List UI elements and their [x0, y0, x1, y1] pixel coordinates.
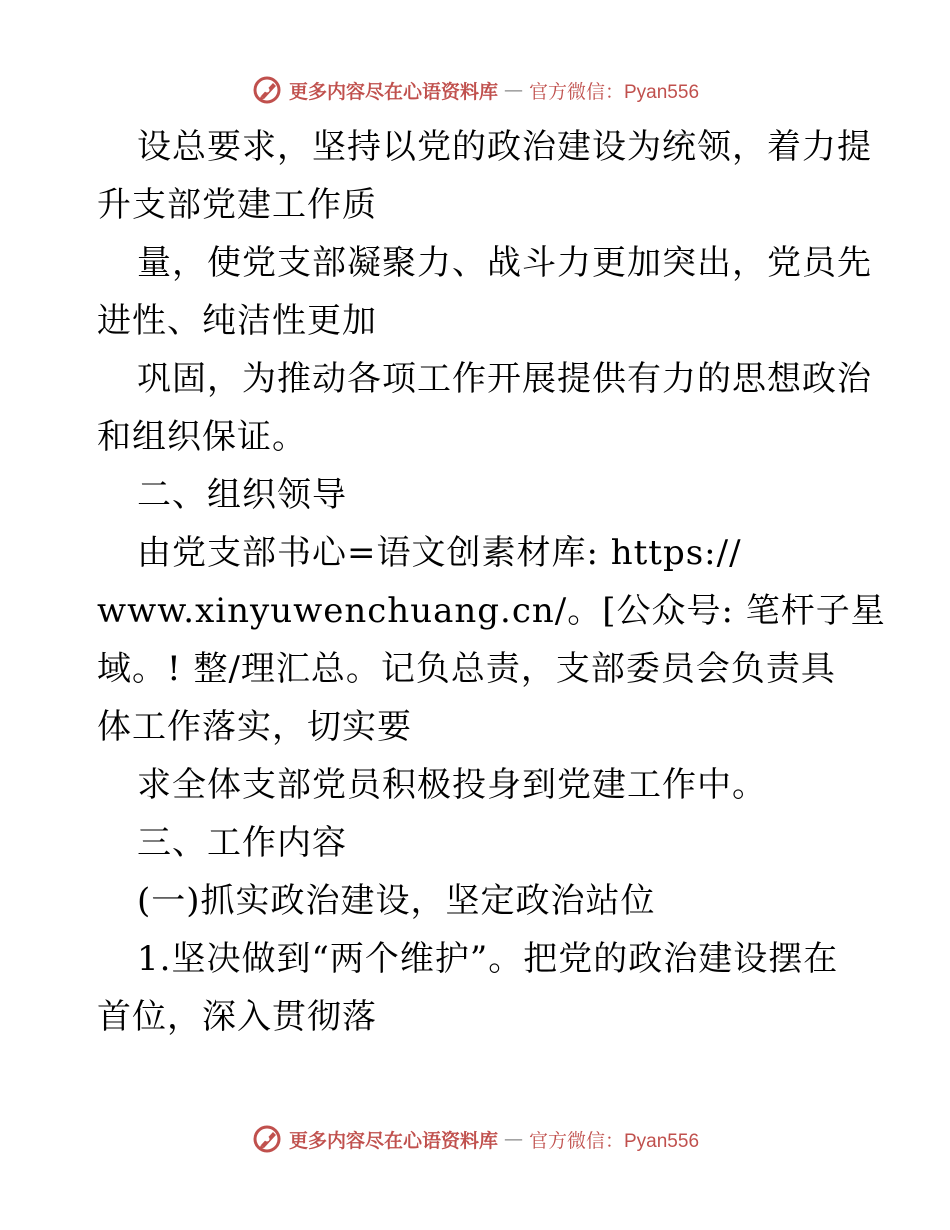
banner-dash: — [504, 79, 523, 101]
banner-contact: 官方微信：Pyan556 [529, 81, 700, 103]
pen-logo-icon [251, 74, 283, 106]
body-line: 求全体支部党员积极投身到党建工作中。 [137, 765, 767, 805]
body-line: 升支部党建工作质 [97, 185, 377, 225]
banner-text: 更多内容尽在心语资料库 [288, 80, 498, 103]
body-line: 由党支部书心=语文创素材库: https:// [137, 533, 742, 573]
body-line: 巩固，为推动各项工作开展提供有力的思想政治 [137, 359, 872, 399]
banner-contact: 官方微信：Pyan556 [529, 1130, 700, 1152]
banner-text: 更多内容尽在心语资料库 [288, 1129, 498, 1152]
subsection-heading: (一)抓实政治建设，坚定政治站位 [137, 881, 656, 921]
body-line: www.xinyuwenchuang.cn/。[公众号: 笔杆子星 [97, 591, 886, 631]
body-line: 体工作落实，切实要 [97, 707, 412, 747]
body-line: 首位，深入贯彻落 [97, 997, 377, 1037]
body-line: 和组织保证。 [97, 417, 307, 457]
body-line: 量，使党支部凝聚力、战斗力更加突出，党员先 [137, 243, 872, 283]
body-text [97, 118, 887, 1046]
section-heading: 三、工作内容 [137, 823, 347, 863]
footer-banner [0, 1119, 950, 1159]
body-line: 设总要求，坚持以党的政治建设为统领，着力提 [137, 127, 872, 167]
header-banner [0, 70, 950, 110]
section-heading: 二、组织领导 [137, 475, 347, 515]
pen-logo-icon [251, 1123, 283, 1155]
body-line: 1.坚决做到“两个维护”。把党的政治建设摆在 [137, 939, 839, 979]
banner-dash: — [504, 1128, 523, 1150]
body-line: 域。! 整/理汇总。记负总责，支部委员会负责具 [97, 649, 836, 689]
body-line: 进性、纯洁性更加 [97, 301, 377, 341]
